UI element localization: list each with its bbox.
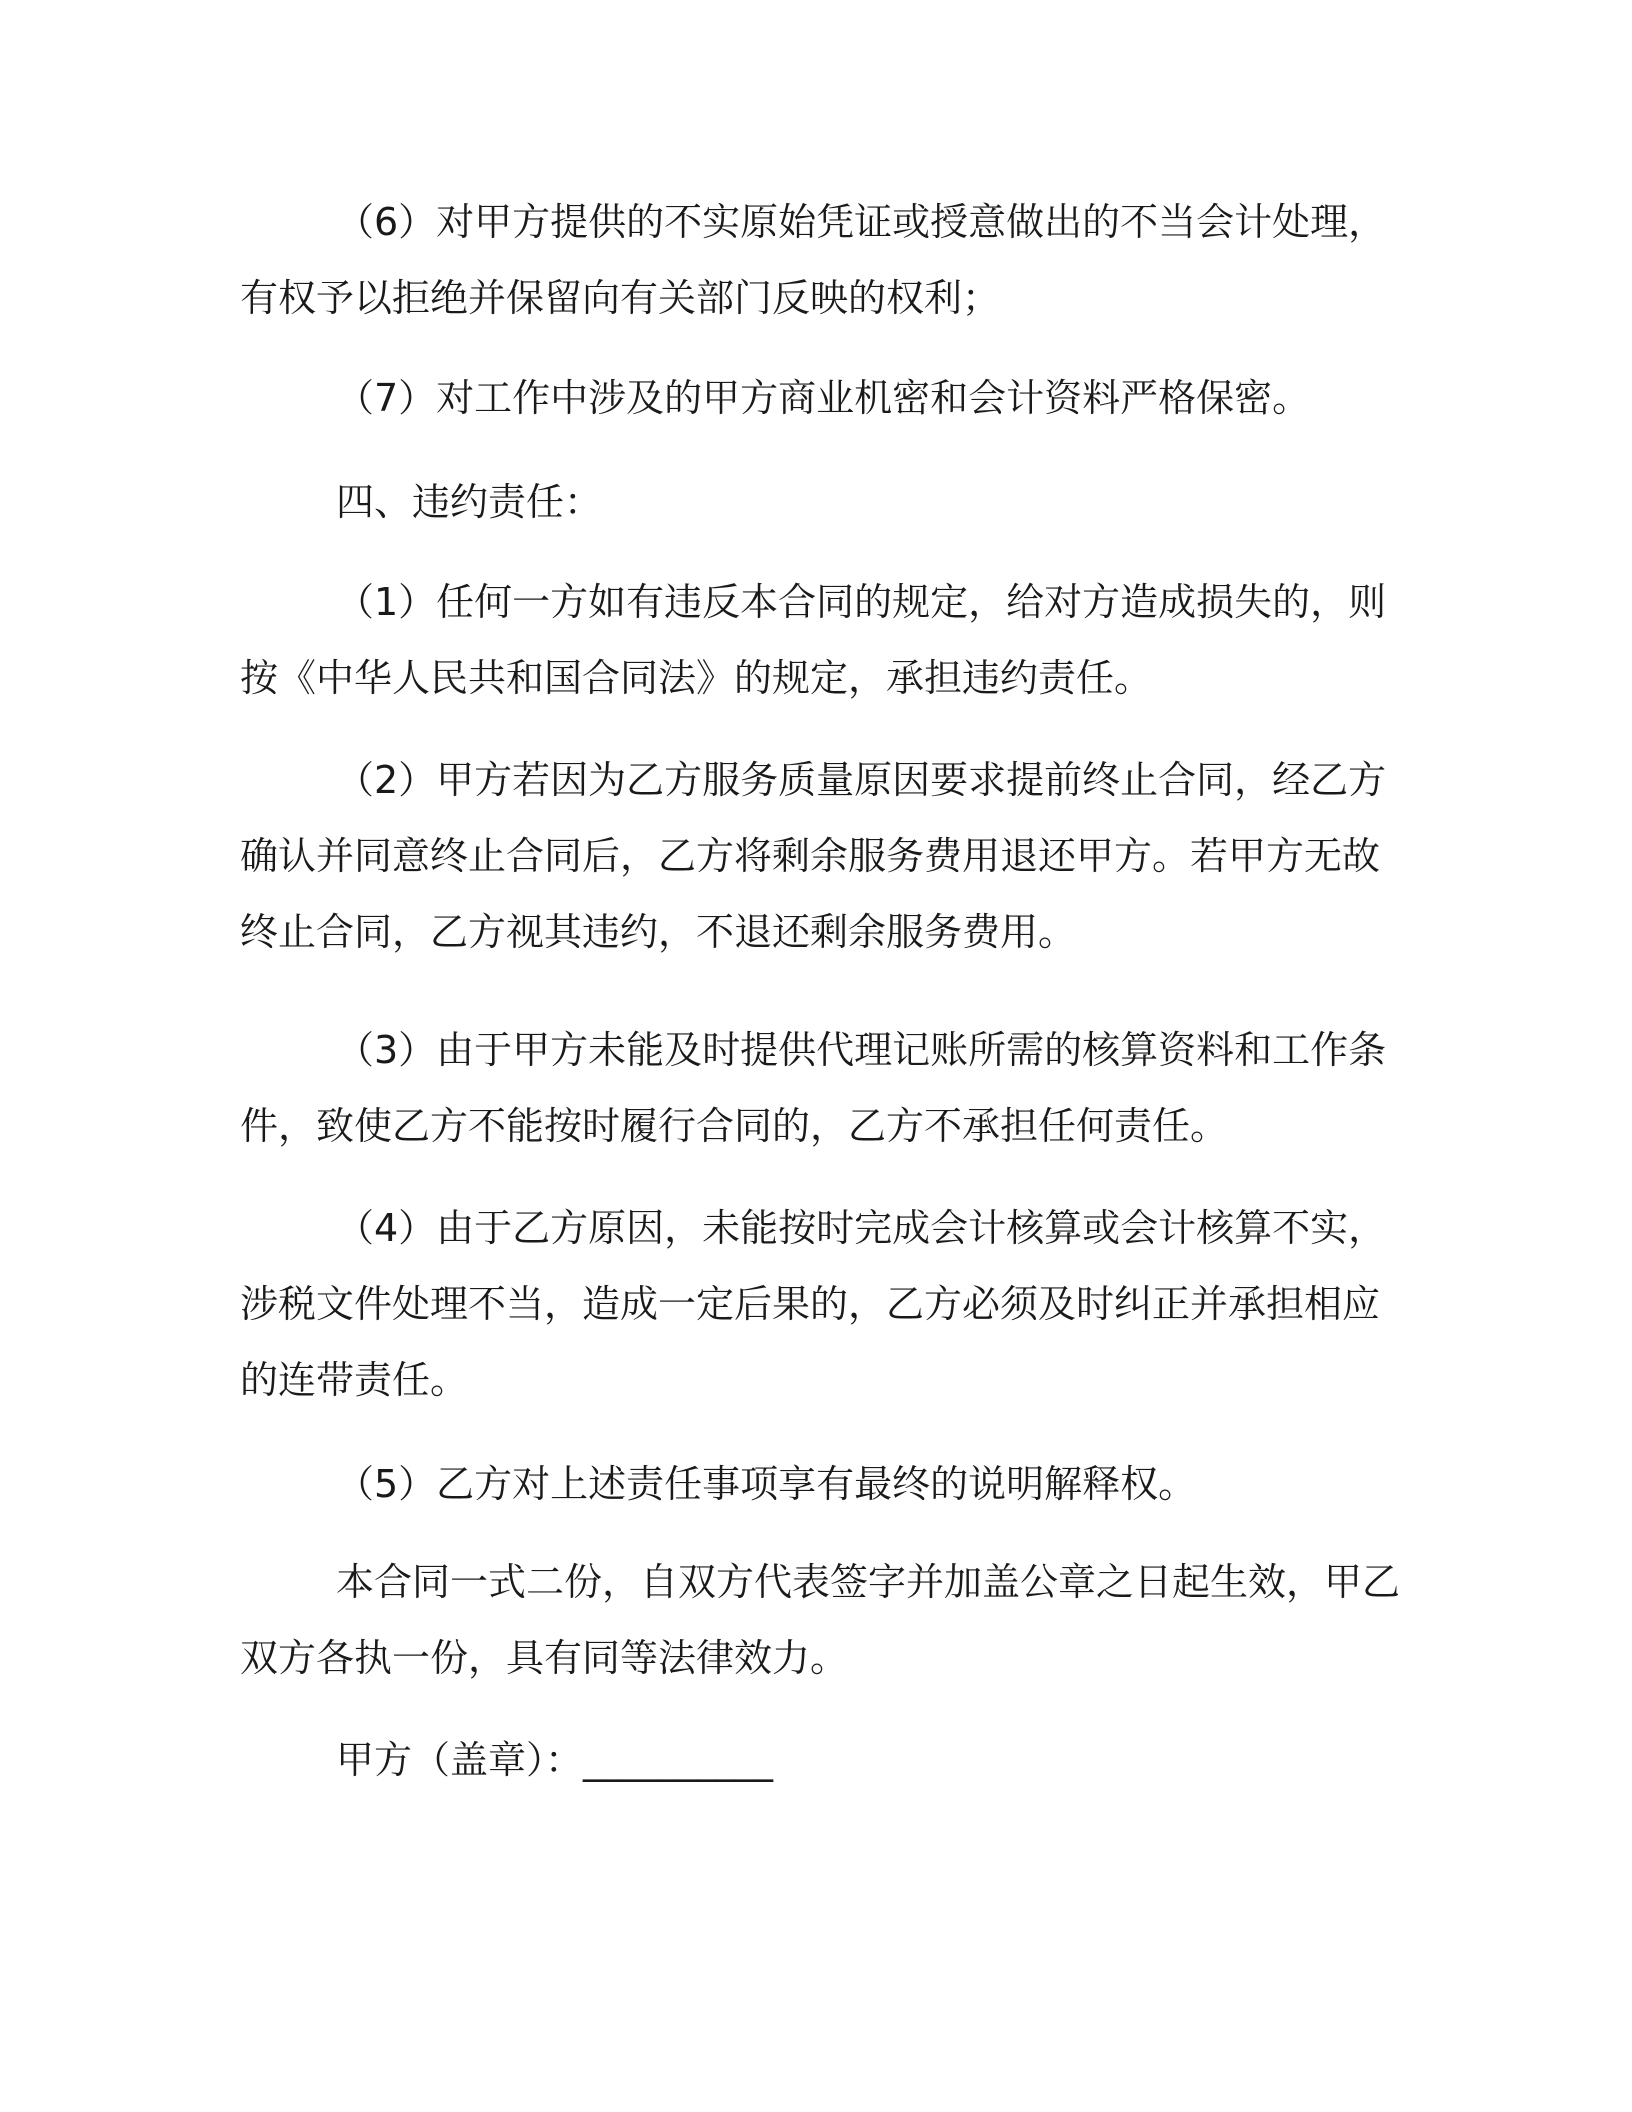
party-a-seal-line: 甲方（盖章）：__________ [336, 1738, 774, 1782]
contract-validity-paragraph: 本合同一式二份，自双方代表签字并加盖公章之日起生效，甲乙双方各执一份，具有同等法律效力。 [240, 1560, 1401, 1680]
liability-clause-3: （3）由于甲方未能及时提供代理记账所需的核算资料和工作条件，致使乙方不能按时履行合同的，乙方不承担任何责任。 [240, 1028, 1387, 1148]
liability-clause-5: （5）乙方对上述责任事项享有最终的说明解释权。 [336, 1462, 1197, 1506]
liability-clause-4: （4）由于乙方原因，未能按时完成会计核算或会计核算不实，涉税文件处理不当，造成一定后果的，乙方必须及时纠正并承担相应的连带责任。 [240, 1206, 1387, 1402]
liability-clause-1: （1）任何一方如有违反本合同的规定，给对方造成损失的，则按《中华人民共和国合同法》的规定，承担违约责任。 [240, 580, 1387, 700]
section-heading-breach-liability: 四、违约责任： [336, 480, 603, 524]
clause-6-paragraph: （6）对甲方提供的不实原始凭证或授意做出的不当会计处理，有权予以拒绝并保留向有关部门反映的权利； [240, 200, 1387, 320]
clause-7-paragraph: （7）对工作中涉及的甲方商业机密和会计资料严格保密。 [336, 376, 1311, 420]
liability-clause-2: （2）甲方若因为乙方服务质量原因要求提前终止合同，经乙方确认并同意终止合同后，乙方将剩余服务费用退还甲方。若甲方无故终止合同，乙方视其违约，不退还剩余服务费用。 [240, 758, 1387, 954]
